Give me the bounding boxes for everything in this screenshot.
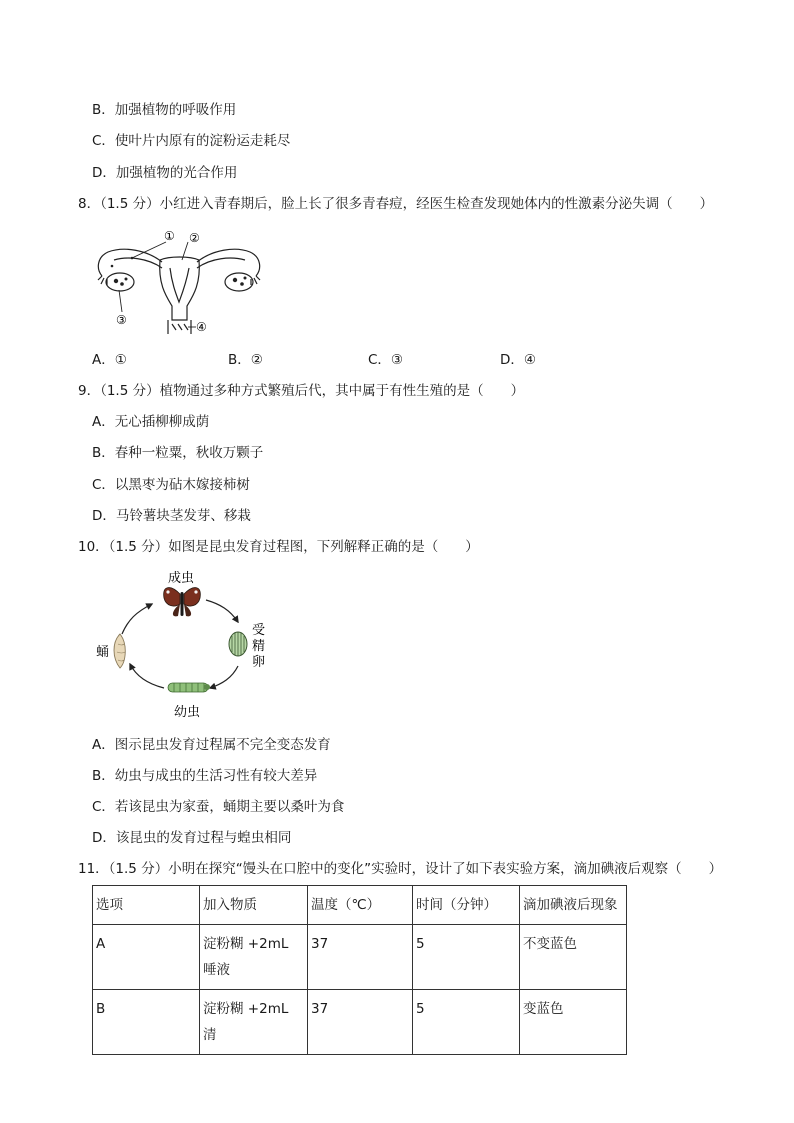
q7-option-d: D．加强植物的光合作用 — [92, 165, 238, 181]
table-header-row — [93, 886, 627, 925]
q8-option-a: A．① — [92, 352, 127, 368]
q8-option-c: C．③ — [368, 352, 404, 368]
q8-options — [92, 350, 652, 370]
q9-option-a: A．无心插柳柳成荫 — [92, 414, 210, 430]
label-1: ① — [164, 229, 175, 243]
egg-icon — [229, 632, 247, 656]
q8-option-d: D．④ — [500, 352, 536, 368]
table-cell: 37 — [308, 990, 413, 1055]
q9-option-d: D．马铃薯块茎发芽、移栽 — [92, 508, 251, 524]
label-adult: 成虫 — [168, 571, 195, 586]
q9-stem: 9．（1.5 分）植物通过多种方式繁殖后代，其中属于有性生殖的是（ ） — [78, 383, 525, 399]
table-header: 时间（分钟） — [413, 886, 520, 925]
label-larva: 幼虫 — [174, 705, 201, 720]
q10-option-c: C．若该昆虫为家蚕，蛹期主要以桑叶为食 — [92, 799, 345, 815]
table-header: 滴加碘液后现象 — [520, 886, 627, 925]
table-row — [93, 925, 627, 990]
label-3: ③ — [116, 313, 127, 327]
table-cell: B — [93, 990, 200, 1055]
q10-stem: 10．（1.5 分）如图是昆虫发育过程图，下列解释正确的是（ ） — [78, 539, 479, 555]
table-cell: 变蓝色 — [520, 990, 627, 1055]
table-row — [93, 990, 627, 1055]
q9-option-b: B．春种一粒粟，秋收万颗子 — [92, 445, 264, 461]
label-4: ④ — [196, 320, 207, 334]
insect-lifecycle-diagram — [92, 568, 292, 726]
table-cell: A — [93, 925, 200, 990]
pupa-icon — [114, 634, 125, 668]
label-egg-3: 卵 — [252, 655, 266, 670]
table-cell: 5 — [413, 990, 520, 1055]
table-cell: 淀粉糊 +2mL 唾液 — [200, 925, 308, 990]
q11-stem: 11．（1.5 分）小明在探究“馒头在口腔中的变化”实验时，设计了如下表实验方案，滴加碘液后观察（ ） — [78, 861, 723, 877]
reproductive-system-diagram — [92, 224, 267, 339]
table-cell: 5 — [413, 925, 520, 990]
label-egg-2: 精 — [252, 639, 266, 654]
label-pupa: 蛹 — [96, 645, 110, 660]
q10-option-d: D．该昆虫的发育过程与蝗虫相同 — [92, 830, 292, 846]
experiment-table — [92, 885, 627, 1055]
table-cell: 不变蓝色 — [520, 925, 627, 990]
table-header: 温度（℃） — [308, 886, 413, 925]
q8-stem: 8．（1.5 分）小红进入青春期后，脸上长了很多青春痘，经医生检查发现她体内的性激素分泌失调（ ） — [78, 196, 714, 212]
q7-option-c: C．使叶片内原有的淀粉运走耗尽 — [92, 133, 291, 149]
table-cell: 淀粉糊 +2mL 清 — [200, 990, 308, 1055]
table-header: 加入物质 — [200, 886, 308, 925]
q10-option-b: B．幼虫与成虫的生活习性有较大差异 — [92, 768, 318, 784]
q9-option-c: C．以黑枣为砧木嫁接柿树 — [92, 477, 250, 493]
caterpillar-icon — [168, 683, 210, 692]
label-2: ② — [189, 231, 200, 245]
q7-option-b: B．加强植物的呼吸作用 — [92, 102, 237, 118]
label-egg-1: 受 — [252, 623, 266, 638]
table-header: 选项 — [93, 886, 200, 925]
butterfly-icon — [164, 588, 201, 617]
table-cell: 37 — [308, 925, 413, 990]
q10-option-a: A．图示昆虫发育过程属不完全变态发育 — [92, 737, 331, 753]
q8-option-b: B．② — [228, 352, 263, 368]
